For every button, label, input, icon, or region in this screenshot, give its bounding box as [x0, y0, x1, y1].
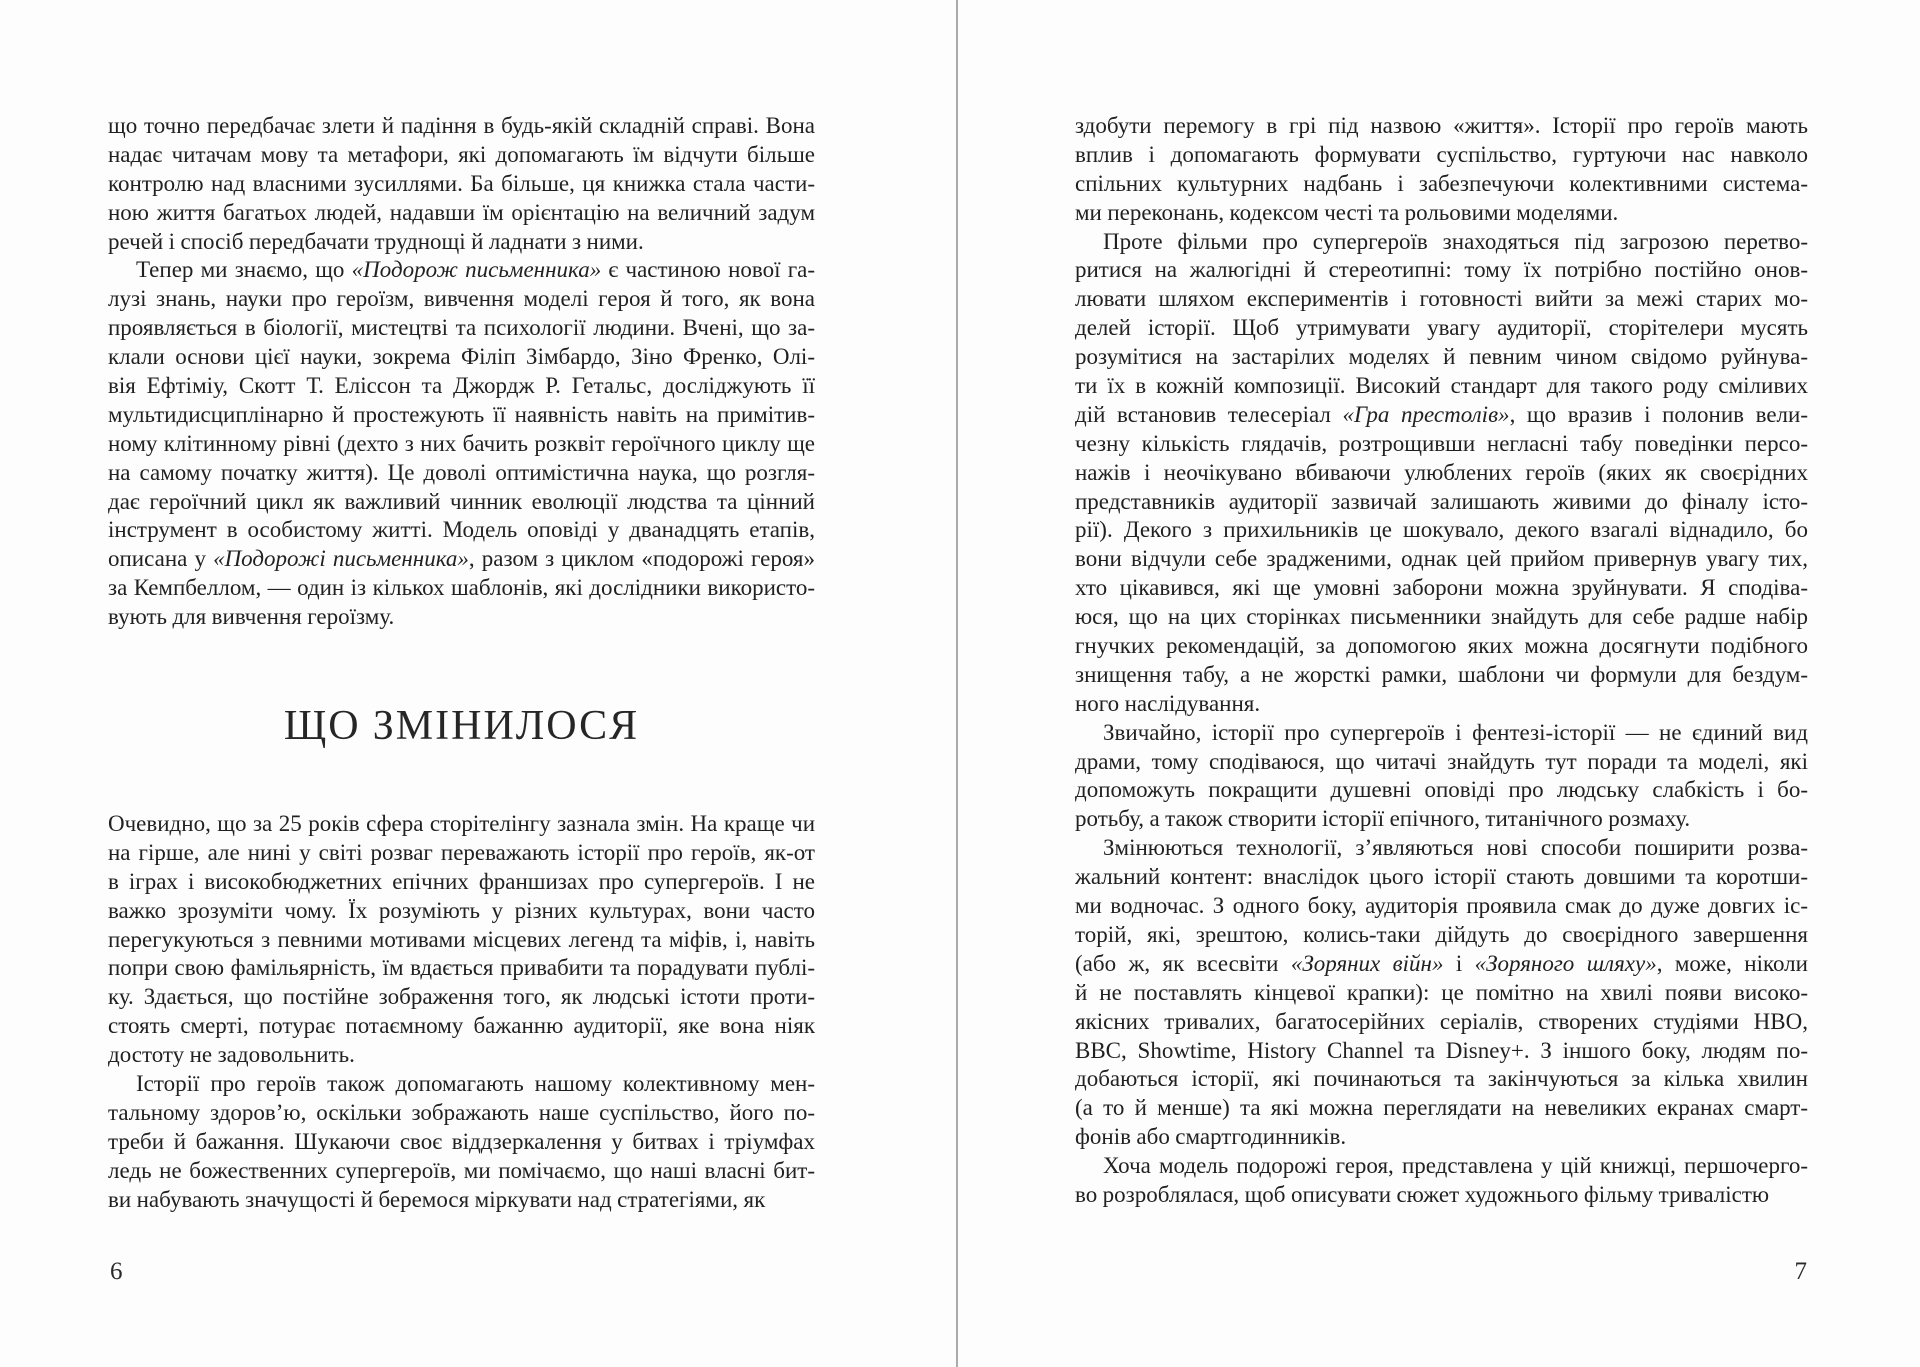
- page-number-left: 6: [110, 1258, 123, 1285]
- text-line: на гірше, але нині у світі розваг переважають історії про героїв, як-от: [108, 839, 815, 865]
- text-line: лузі знань, науки про героїзм, вивчення моделі героя й того, як вона: [108, 286, 815, 312]
- text-line: гнучких рекомендацій, за допомогою яких можна досягнути подібного: [1075, 633, 1808, 659]
- text-line: Історії про героїв також допомагають нашому колективному мен-: [136, 1071, 815, 1097]
- text-line: вують для вивчення героїзму.: [108, 604, 395, 630]
- text-line: ти їх в кожній композиції. Високий стандарт для такого роду сміливих: [1075, 373, 1808, 399]
- text-line: вони відчули себе зрадженими, однак цей прийом привернув увагу тих,: [1075, 546, 1808, 572]
- paragraph: [108, 810, 815, 1070]
- text-line: ротьбу, а також створити історії епічного, титанічного розмаху.: [1075, 806, 1691, 832]
- text-line: якісних тривалих, багатосерійних серіалів, створених студіями HBO,: [1075, 1008, 1808, 1034]
- text-line: Змінюються технології, з’являються нові способи поширити розва-: [1103, 835, 1808, 861]
- text-line: Проте фільми про супергероїв знаходяться під загрозою перетво-: [1103, 228, 1808, 254]
- paragraph: [108, 1070, 815, 1214]
- text-line: спільних культурних надбань і забезпечуючи колективними система-: [1075, 170, 1808, 196]
- paragraph: [1075, 112, 1808, 228]
- text-line: ного наслідування.: [1075, 690, 1261, 716]
- text-line: контролю над власними зусиллями. Ба більше, ця книжка стала части-: [108, 170, 815, 196]
- text-line: інструмент в особистому житті. Модель оповіді у дванадцять етапів,: [108, 517, 815, 543]
- text-line: ному клітинному рівні (дехто з них бачить розквіт героїчного циклу ще: [108, 430, 815, 456]
- text-line: допоможуть покращити душевні оповіді про людську слабкість і бо-: [1075, 777, 1808, 803]
- paragraph: [1075, 834, 1808, 1152]
- text-line: клали основи цієї науки, зокрема Філіп Зімбардо, Зіно Френко, Олі-: [108, 344, 815, 370]
- paragraph: [108, 112, 815, 256]
- text-line: представників аудиторії зазвичай залишають живими до фіналу істо-: [1075, 488, 1808, 514]
- text-line: рії). Декого з прихильників це шокувало, декого взагалі віднадило, бо: [1075, 517, 1808, 543]
- text-line: хто цікавився, які ще умовні заборони можна зруйнувати. Я сподіва-: [1075, 575, 1808, 601]
- page-gutter-divider: [956, 0, 958, 1367]
- text-line: во розроблялася, щоб описувати сюжет художнього фільму тривалістю: [1075, 1181, 1770, 1207]
- text-line: на самому початку життя). Це доволі оптимістична наука, що розгля-: [108, 459, 815, 485]
- text-line: торій, які, зрештою, колись-таки дійдуть до своєрідного завершення: [1075, 921, 1808, 947]
- text-line: здобути перемогу в грі під назвою «життя». Історії про героїв мають: [1075, 113, 1808, 138]
- paragraph: [1075, 1152, 1808, 1210]
- text-line: за Кемпбеллом, — один із кількох шаблонів, які дослідники використо-: [108, 575, 815, 601]
- text-line: треби й бажання. Шукаючи своє віддзеркалення у битвах і тріумфах: [108, 1128, 815, 1154]
- text-line: проявляється в біології, мистецтві та психології людини. Вчені, що за-: [108, 315, 815, 341]
- text-line: перегукуються з певними мотивами місцевих легенд та міфів, і, навіть: [108, 926, 815, 952]
- text-line: знищення табу, а не жорсткі рамки, шаблони чи формули для бездум-: [1075, 661, 1808, 687]
- text-line: чезну кількість глядачів, розтрощивши негласні табу поведінки персо-: [1075, 430, 1808, 456]
- text-line: й не поставлять кінцевої крапки): це помітно на хвилі появи високо-: [1075, 979, 1808, 1005]
- text-line: вія Ефтіміу, Скотт Т. Еліссон та Джордж Р. Гетальс, досліджують її: [108, 373, 815, 399]
- text-line: нажів і неочікувано вбиваючи улюблених героїв (яких як своєрідних: [1075, 459, 1808, 485]
- left-page-text: [108, 112, 815, 1215]
- text-line: вплив і допомагають формувати суспільство, гуртуючи нас навколо: [1075, 141, 1808, 167]
- text-line: важко зрозуміти чому. Їх розуміють у різних культурах, вони часто: [108, 897, 815, 923]
- text-line: лювати шляхом експериментів і готовності вийти за межі старих мо-: [1075, 286, 1808, 312]
- text-line: ритися на жалюгідні й стереотипні: тому їх потрібно постійно онов-: [1075, 257, 1808, 283]
- text-line: (або ж, як всесвіти «Зоряних війн» і «Зоряного шляху», може, ніколи: [1075, 950, 1808, 976]
- text-line: Очевидно, що за 25 років сфера сторітелінгу зазнала змін. На краще чи: [108, 811, 815, 837]
- text-line: речей і спосіб передбачати труднощі й ладнати з ними.: [108, 228, 644, 254]
- page-number-right: 7: [1794, 1258, 1807, 1285]
- text-line: в іграх і високобюджетних епічних франшизах про супергероїв. І не: [108, 868, 815, 894]
- text-line: дій встановив телесеріал «Гра престолів», що вразив і полонив вели-: [1075, 401, 1808, 427]
- paragraph: [1075, 719, 1808, 835]
- text-line: що точно передбачає злети й падіння в будь-якій складній справі. Вона: [108, 113, 815, 138]
- right-page-text: [1075, 112, 1808, 1210]
- text-line: драми, тому сподіваюся, що читачі знайдуть тут поради та моделі, які: [1075, 748, 1808, 774]
- text-line: надає читачам мову та метафори, які допомагають їм відчути більше: [108, 141, 815, 167]
- text-line: тальному здоров’ю, оскільки зображають наше суспільство, його по-: [108, 1099, 815, 1125]
- text-line: юся, що на цих сторінках письменники знайдуть для себе радше набір: [1075, 604, 1808, 630]
- paragraph: [108, 256, 815, 632]
- text-line: достоту не задовольнить.: [108, 1042, 355, 1068]
- text-line: ною життя багатьох людей, надавши їм орієнтацію на величний задум: [108, 199, 815, 225]
- text-line: попри свою фамільярність, їм вдається привабити та порадувати публі-: [108, 955, 815, 981]
- text-line: описана у «Подорожі письменника», разом з циклом «подорожі героя»: [108, 546, 815, 572]
- text-line: (а то й менше) та які можна переглядати на невеликих екранах смарт-: [1075, 1095, 1808, 1121]
- text-line: ми водночас. З одного боку, аудиторія проявила смак до дуже довгих іс-: [1075, 893, 1808, 919]
- text-line: ку. Здається, що постійне зображення того, як людські істоти проти-: [108, 984, 815, 1010]
- text-line: ви набувають значущості й беремося міркувати над стратегіями, як: [108, 1186, 766, 1212]
- section-heading: ЩО ЗМІНИЛОСЯ: [283, 703, 640, 750]
- text-line: делей історії. Щоб утримувати увагу аудиторії, сторітелери мусять: [1075, 315, 1808, 341]
- text-line: ледь не божественних супергероїв, ми помічаємо, що наші власні бит-: [108, 1157, 815, 1183]
- text-line: розумітися на застарілих моделях й певним чином свідомо руйнува-: [1075, 344, 1808, 370]
- text-line: BBC, Showtime, History Channel та Disney+. З іншого боку, людям по-: [1075, 1037, 1808, 1063]
- text-line: мультидисциплінарно й простежують її наявність навіть на примітив-: [108, 401, 815, 427]
- text-line: фонів або смартгодинників.: [1075, 1124, 1347, 1150]
- text-line: Хоча модель подорожі героя, представлена у цій книжці, першочерго-: [1103, 1153, 1808, 1179]
- text-line: дає героїчний цикл як важливий чинник еволюції людства та цінний: [108, 488, 815, 514]
- text-line: добаються історії, які починаються та закінчуються за кілька хвилин: [1075, 1066, 1808, 1092]
- text-line: жальний контент: внаслідок цього історії стають довшими та коротши-: [1075, 864, 1808, 890]
- text-line: Тепер ми знаємо, що «Подорож письменника» є частиною нової га-: [136, 257, 815, 283]
- text-line: ми переконань, кодексом честі та рольовими моделями.: [1075, 199, 1619, 225]
- paragraph: [1075, 228, 1808, 719]
- text-line: стоять смерті, потурає потаємному бажанню аудиторії, яке вона ніяк: [108, 1013, 815, 1039]
- text-line: Звичайно, історії про супергероїв і фентезі-історії — не єдиний вид: [1103, 719, 1808, 745]
